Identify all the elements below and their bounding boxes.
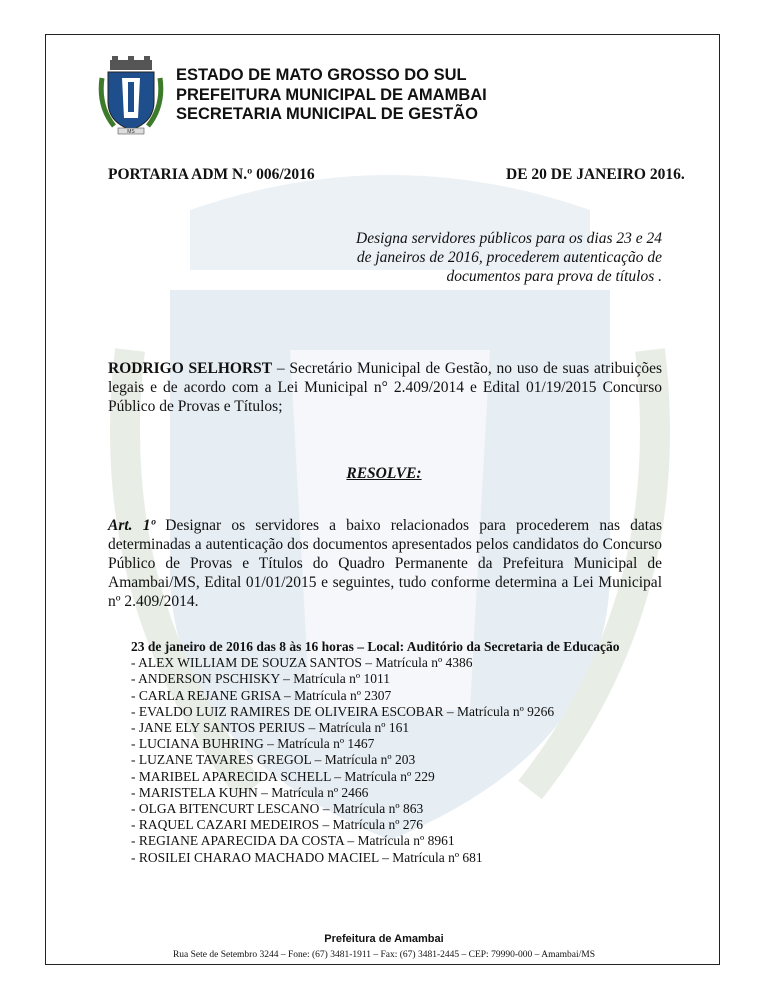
municipal-coat-of-arms-icon <box>98 56 164 136</box>
list-item: - REGIANE APARECIDA DA COSTA – Matrícula nº 8961 <box>131 833 455 849</box>
list-item: - ANDERSON PSCHISKY – Matrícula nº 1011 <box>131 671 390 687</box>
article-label: Art. 1º <box>108 517 156 534</box>
resolve-heading: RESOLVE: <box>346 465 422 482</box>
department-name: SECRETARIA MUNICIPAL DE GESTÃO <box>176 105 478 123</box>
footer-address: Rua Sete de Setembro 3244 – Fone: (67) 3481-1911 – Fax: (67) 3481-2445 – CEP: 79990-000 – Amambai/MS <box>172 950 596 960</box>
letterhead <box>176 66 487 125</box>
article-1 <box>108 516 662 611</box>
list-item: - EVALDO LUIZ RAMIRES DE OLIVEIRA ESCOBAR – Matrícula nº 9266 <box>131 703 555 719</box>
secretary-name: RODRIGO SELHORST <box>108 360 273 377</box>
footer-title: Prefeitura de Amambai <box>324 933 444 945</box>
portaria-number: PORTARIA ADM N.º 006/2016 <box>108 166 315 183</box>
svg-text:MS: MS <box>127 129 135 135</box>
schedule-list <box>131 639 620 866</box>
list-item: - LUZANE TAVARES GREGOL – Matrícula nº 203 <box>131 752 416 768</box>
portaria-date: DE 20 DE JANEIRO 2016. <box>506 166 685 183</box>
list-item: - MARIBEL APARECIDA SCHELL – Matrícula nº 229 <box>131 768 435 784</box>
preamble <box>108 359 662 416</box>
schedule-title: 23 de janeiro de 2016 das 8 às 16 horas – Local: Auditório da Secretaria de Educação <box>131 639 620 654</box>
preamble-text: – Secretário Municipal de Gestão, no uso de suas atribuições legais e de acordo com a Lei Municipal n° 2.409/2014 e Edital 01/19/2015 Concurso Público de Provas e Títulos; <box>108 360 662 415</box>
list-item: - OLGA BITENCURT LESCANO – Matrícula nº 863 <box>131 801 424 817</box>
list-item: - LUCIANA BUHRING – Matrícula nº 1467 <box>131 736 375 752</box>
list-item: - ALEX WILLIAM DE SOUZA SANTOS – Matrícula nº 4386 <box>131 655 473 671</box>
article-text: Designar os servidores a baixo relacionados para procederem nas datas determinadas a autenticação dos documentos apresentados pelos candidatos do Concurso Público de Provas e Títulos do Quadro Permanente da Prefeitura Municipal de Amambai/MS, Edital 01/01/2015 e seguintes, tudo conforme determina a Lei Municipal nº 2.409/2014. <box>108 517 662 610</box>
ementa: Designa servidores públicos para os dias 23 e 24 de janeiros de 2016, procederem autenticação de documentos para prova de títulos . <box>356 230 662 285</box>
list-item: - RAQUEL CAZARI MEDEIROS – Matrícula nº 276 <box>131 817 424 833</box>
list-item: - MARISTELA KUHN – Matrícula nº 2466 <box>131 784 369 800</box>
city-hall-name: PREFEITURA MUNICIPAL DE AMAMBAI <box>176 85 487 104</box>
state-name: ESTADO DE MATO GROSSO DO SUL <box>176 66 467 84</box>
list-item: - CARLA REJANE GRISA – Matrícula nº 2307 <box>131 687 392 703</box>
list-item: - ROSILEI CHARAO MACHADO MACIEL – Matrícula nº 681 <box>131 849 483 865</box>
list-item: - JANE ELY SANTOS PERIUS – Matrícula nº 161 <box>131 720 410 736</box>
